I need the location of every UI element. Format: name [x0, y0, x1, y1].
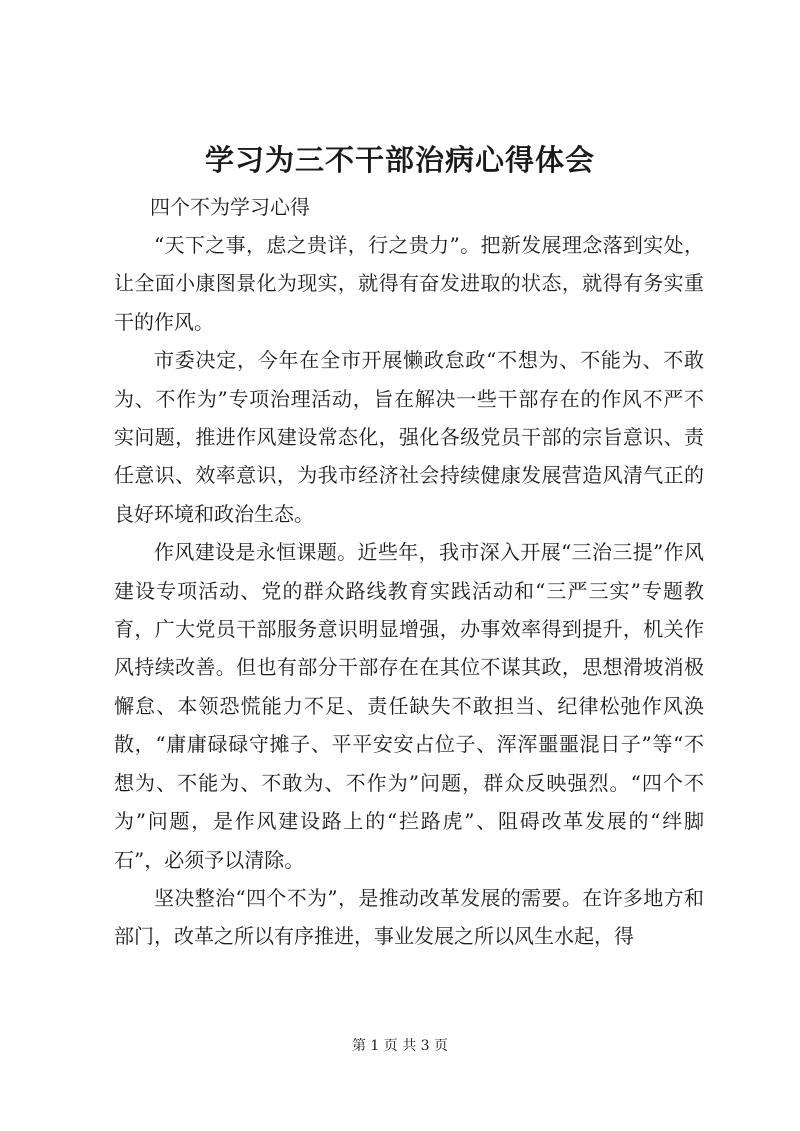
paragraph-2: 市委决定，今年在全市开展懒政怠政“不想为、不能为、不敢为、不作为”专项治理活动，旨在解决一些干部存在的作风不严不实问题，推进作风建设常态化，强化各级党员干部的宗旨意识、责任意识、效率意识，为我市经济社会持续健康发展营造风清气正的良好环境和政治生态。: [114, 348, 704, 526]
paragraph-1: “天下之事，虑之贵详，行之贵力”。把新发展理念落到实处，让全面小康图景化为现实，就得有奋发进取的状态，就得有务实重干的作风。: [114, 233, 704, 334]
paragraph-3: 作风建设是永恒课题。近些年，我市深入开展“三治三提”作风建设专项活动、党的群众路线教育实践活动和“三严三实”专题教育，广大党员干部服务意识明显增强，办事效率得到提升，机关作风持续改善。但也有部分干部存在在其位不谋其政，思想滑坡消极懈怠、本领恐慌能力不足、责任缺失不敢担当、纪律松弛作风涣散，“庸庸碌碌守摊子、平平安安占位子、浑浑噩噩混日子”等“不想为、不能为、不敢为、不作为”问题，群众反映强烈。“四个不为”问题，是作风建设路上的“拦路虎”、阻碍改革发展的“绊脚石”，必须予以清除。: [114, 540, 704, 872]
paragraph-4: 坚决整治“四个不为”，是推动改革发展的需要。在许多地方和部门，改革之所以有序推进，事业发展之所以风生水起，得: [114, 885, 704, 949]
document-body: [114, 226, 704, 956]
page-footer: 第 1 页 共 3 页: [351, 1038, 449, 1054]
document-title: 学习为三不干部治病心得体会: [204, 143, 595, 177]
document-subtitle: 四个不为学习心得: [150, 195, 310, 219]
